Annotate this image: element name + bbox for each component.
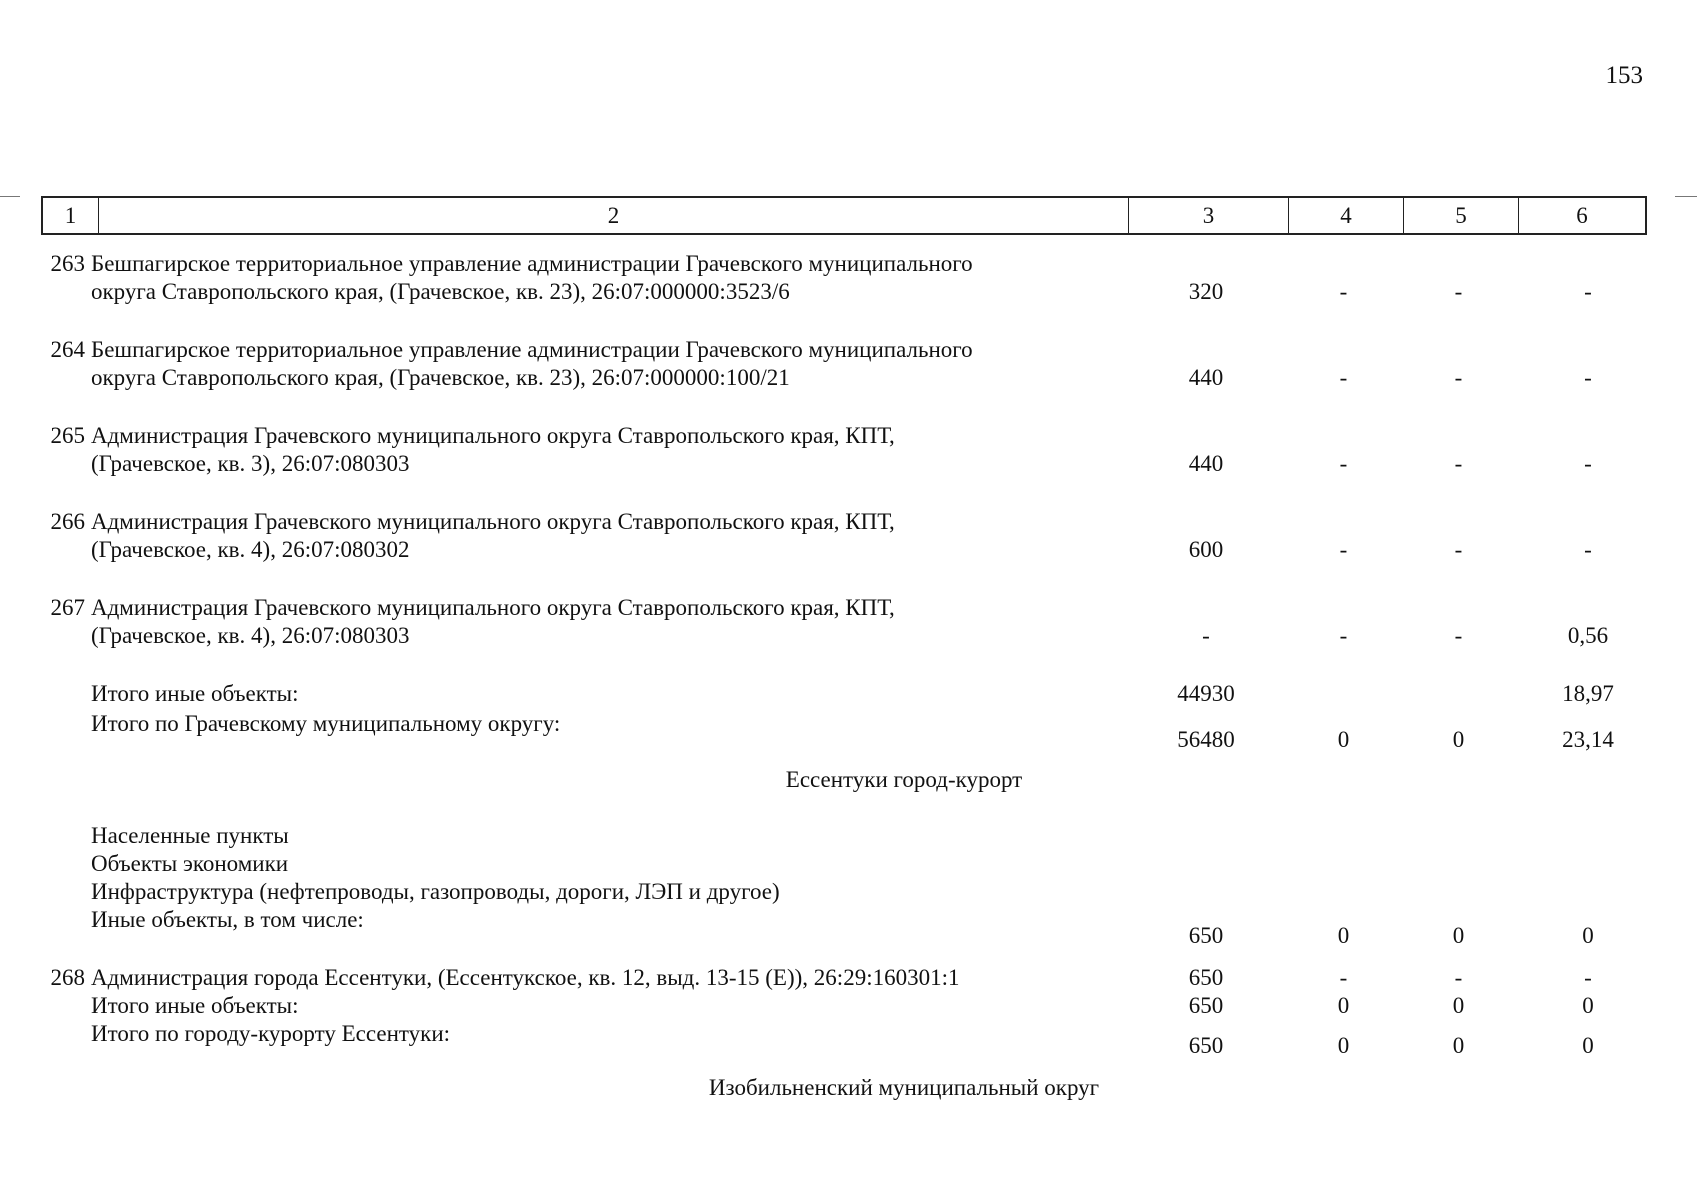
description-line: (Грачевское, кв. 3), 26:07:080303 (91, 451, 410, 476)
category-label: Инфраструктура (нефтепроводы, газопроводы, дороги, ЛЭП и другое) (91, 879, 780, 904)
value-col4: 0 (1337, 1033, 1350, 1058)
page-number: 153 (1605, 62, 1643, 89)
row-description (89, 250, 1126, 306)
value-col6: - (1584, 451, 1592, 476)
column-header-2: 2 (99, 198, 1129, 233)
row-number: 267 (50, 595, 85, 620)
description-line: Бешпагирское территориальное управление администрации Грачевского муниципального (91, 337, 973, 362)
row-values (1126, 278, 1660, 306)
column-header-6: 6 (1576, 202, 1588, 228)
value-col3: 440 (1188, 451, 1224, 476)
column-header-row (41, 196, 1647, 235)
description-line: Администрация Грачевского муниципального округа Ставропольского края, КПТ, (91, 423, 895, 448)
value-col5: - (1454, 965, 1463, 990)
value-col6: - (1584, 965, 1592, 990)
category-label: Иные объекты, в том числе: (91, 907, 364, 932)
value-col3: - (1202, 623, 1210, 648)
value-col6: 0 (1582, 1033, 1594, 1058)
table-row (41, 508, 1647, 564)
description-line: (Грачевское, кв. 4), 26:07:080303 (91, 623, 410, 648)
value-col4: 0 (1337, 993, 1350, 1018)
value-col4: - (1339, 451, 1348, 476)
value-col4: 0 (1337, 923, 1350, 948)
row-values (1126, 726, 1660, 754)
column-header-5: 5 (1404, 198, 1519, 233)
value-col5: 0 (1452, 993, 1465, 1018)
description-line: (Грачевское, кв. 4), 26:07:080302 (91, 537, 410, 562)
total-label: Итого иные объекты: (91, 993, 299, 1018)
table-row (41, 964, 1647, 992)
category-label: Населенные пункты (91, 823, 289, 848)
value-col5: - (1454, 279, 1463, 304)
total-row (41, 710, 1647, 754)
value-col5: 0 (1452, 923, 1465, 948)
value-col3: 650 (1188, 993, 1224, 1018)
description-line: Бешпагирское территориальное управление администрации Грачевского муниципального (91, 251, 973, 276)
row-number: 266 (50, 509, 85, 534)
row-description (89, 422, 1126, 478)
value-col3: 600 (1188, 537, 1224, 562)
row-values (1126, 922, 1660, 950)
value-col6: - (1584, 537, 1592, 562)
row-description (89, 336, 1126, 392)
value-col4: - (1339, 365, 1348, 390)
row-values (1126, 1032, 1660, 1060)
value-col3: 650 (1188, 965, 1224, 990)
row-values (1126, 364, 1660, 392)
table-body (41, 250, 1647, 1102)
value-col5: - (1454, 623, 1463, 648)
value-col6: - (1584, 279, 1592, 304)
section-title: Изобильненский муниципальный округ (708, 1075, 1100, 1100)
description-line: Администрация Грачевского муниципального округа Ставропольского края, КПТ, (91, 509, 895, 534)
total-row (41, 992, 1647, 1020)
value-col5: 0 (1452, 1033, 1465, 1058)
value-col6: - (1584, 365, 1592, 390)
section-title: Ессентуки город-курорт (785, 767, 1023, 792)
row-values (1126, 450, 1660, 478)
category-row (41, 850, 1647, 878)
value-col3: 320 (1188, 279, 1224, 304)
column-header-1: 1 (43, 198, 99, 233)
value-col5: - (1454, 537, 1463, 562)
value-col6: 18,97 (1562, 681, 1614, 706)
value-col5 (1401, 680, 1516, 708)
total-label: Итого по городу-курорту Ессентуки: (91, 1021, 451, 1046)
value-col6: 0 (1582, 993, 1594, 1018)
value-col3: 56480 (1177, 727, 1235, 752)
category-row (41, 822, 1647, 850)
total-label: Итого по Грачевскому муниципальному округу: (91, 711, 561, 736)
category-row (41, 878, 1647, 906)
value-col4 (1286, 680, 1401, 708)
value-col5: 0 (1452, 727, 1465, 752)
column-header-4: 4 (1289, 198, 1404, 233)
row-number: 263 (50, 251, 85, 276)
row-description (89, 508, 1126, 564)
value-col6: 0 (1582, 923, 1594, 948)
value-col6: 23,14 (1562, 727, 1614, 752)
category-label: Объекты экономики (91, 851, 289, 876)
value-col3: 440 (1188, 365, 1224, 390)
row-description: Администрация города Ессентуки, (Ессентукское, кв. 12, выд. 13-15 (Е)), 26:29:160301:1 (91, 965, 960, 990)
right-edge-rule (1675, 196, 1697, 197)
total-row (41, 680, 1647, 708)
value-col4: - (1339, 623, 1348, 648)
value-col4: - (1339, 965, 1348, 990)
total-label: Итого иные объекты: (91, 681, 299, 706)
description-line: округа Ставропольского края, (Грачевское, кв. 23), 26:07:000000:3523/6 (91, 279, 790, 304)
total-row (41, 1020, 1647, 1060)
table-row (41, 250, 1647, 306)
value-col4: - (1339, 279, 1348, 304)
value-col5: - (1454, 365, 1463, 390)
left-edge-rule (0, 196, 20, 197)
row-values (1126, 622, 1660, 650)
row-values (1126, 536, 1660, 564)
row-values (1126, 680, 1660, 708)
table-row (41, 422, 1647, 478)
value-col3: 650 (1188, 923, 1224, 948)
description-line: Администрация Грачевского муниципального округа Ставропольского края, КПТ, (91, 595, 895, 620)
value-col6: 0,56 (1567, 623, 1609, 648)
value-col3: 650 (1188, 1033, 1224, 1058)
table-row (41, 594, 1647, 650)
value-col4: 0 (1337, 727, 1350, 752)
total-row (41, 906, 1647, 950)
row-number: 268 (50, 965, 85, 990)
value-col5: - (1454, 451, 1463, 476)
row-number: 265 (50, 423, 85, 448)
row-description (89, 594, 1126, 650)
row-number: 264 (50, 337, 85, 362)
column-header-3: 3 (1129, 198, 1289, 233)
value-col4: - (1339, 537, 1348, 562)
description-line: округа Ставропольского края, (Грачевское, кв. 23), 26:07:000000:100/21 (91, 365, 790, 390)
table-row (41, 336, 1647, 392)
value-col3: 44930 (1177, 681, 1235, 706)
row-values (1126, 992, 1660, 1020)
row-values (1126, 964, 1660, 992)
